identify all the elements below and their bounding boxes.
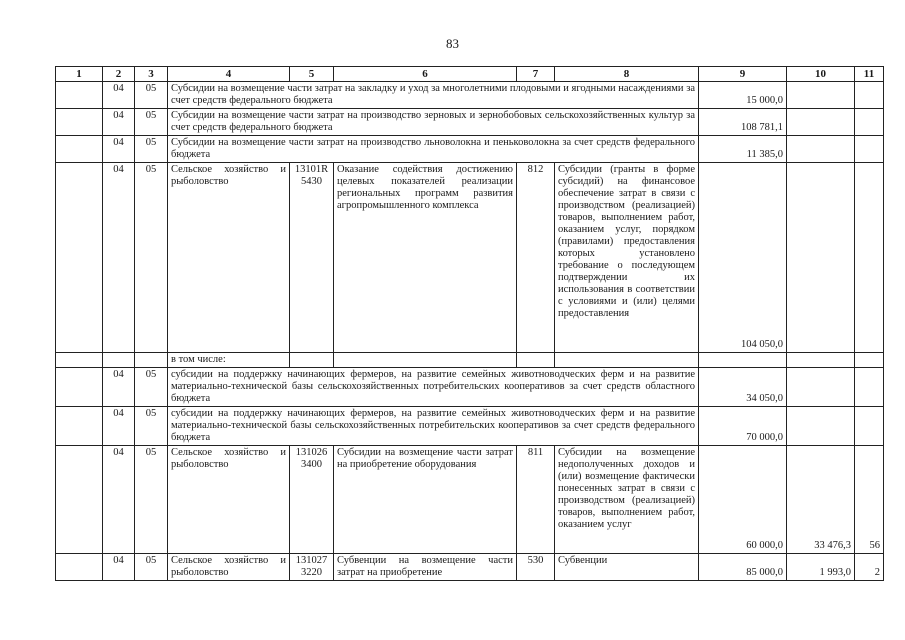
percent-cell: 2 [855, 554, 884, 581]
column-header: 2 [103, 67, 135, 82]
table-row [56, 109, 884, 136]
amount-cell: 85 000,0 [699, 554, 787, 581]
section-name: Сельское хозяйство и рыболовство [168, 554, 290, 581]
target-article-name: Оказание содействия достижению целевых показателей реализации региональных программ развития агропромышленного комплекса [334, 163, 517, 353]
table-row [56, 353, 884, 368]
table-row [56, 554, 884, 581]
subsection-code: 05 [135, 163, 168, 353]
amount-cell: 34 050,0 [699, 368, 787, 407]
column-header: 5 [290, 67, 334, 82]
percent-cell [855, 407, 884, 446]
row-description: Субсидии на возмещение части затрат на закладку и уход за многолетними плодовыми и ягодными насаждениями за счет средств федерального бюджета [168, 82, 699, 109]
percent-cell [855, 368, 884, 407]
row-description: Субсидии на возмещение части затрат на производство зерновых и зернобобовых сельскохозяйственных культур за счет средств федерального бюджета [168, 109, 699, 136]
percent-cell [855, 109, 884, 136]
amount-cell: 60 000,0 [699, 446, 787, 554]
column-header: 9 [699, 67, 787, 82]
expense-type-name: Субсидии (гранты в форме субсидий) на финансовое обеспечение затрат в связи с производством (реализацией) товаров, выполнением работ, оказанием услуг, порядком (правилами) предоставления которых установлено требование о последующем подтверждении их использования в соответствии с условиями и (или) целями предоставления [555, 163, 699, 353]
expense-type-name: Субсидии на возмещение недополученных доходов и (или) возмещение фактически понесенных затрат в связи с производством (реализацией) товаров, выполнением работ, оказанием услуг [555, 446, 699, 554]
row-description: Субсидии на возмещение части затрат на производство льноволокна и пеньковолокна за счет средств федерального бюджета [168, 136, 699, 163]
column-header: 4 [168, 67, 290, 82]
target-article-name: Субвенции на возмещение части затрат на приобретение [334, 554, 517, 581]
subsection-code: 05 [135, 407, 168, 446]
column-header: 3 [135, 67, 168, 82]
including-label: в том числе: [168, 353, 290, 368]
section-name: Сельское хозяйство и рыболовство [168, 163, 290, 353]
expense-type-code: 812 [517, 163, 555, 353]
subsection-code: 05 [135, 82, 168, 109]
header-row [56, 67, 884, 82]
section-code: 04 [103, 407, 135, 446]
section-code: 04 [103, 82, 135, 109]
row-description: субсидии на поддержку начинающих фермеров, на развитие семейных животноводческих ферм и на развитие материально-технической базы сельскохозяйственных потребительских кооперативов за счет средств федерального бюджета [168, 407, 699, 446]
target-article-code: 131027 3220 [290, 554, 334, 581]
amount-cell: 15 000,0 [699, 82, 787, 109]
page-number: 83 [446, 36, 459, 51]
percent-cell: 56 [855, 446, 884, 554]
amount-cell [787, 368, 855, 407]
column-header: 8 [555, 67, 699, 82]
table-row [56, 163, 884, 353]
section-code: 04 [103, 136, 135, 163]
subsection-code: 05 [135, 554, 168, 581]
table-row [56, 136, 884, 163]
section-code: 04 [103, 446, 135, 554]
column-header: 7 [517, 67, 555, 82]
percent-cell [855, 82, 884, 109]
table-row [56, 368, 884, 407]
amount-cell: 11 385,0 [699, 136, 787, 163]
expense-type-name: Субвенции [555, 554, 699, 581]
percent-cell [855, 136, 884, 163]
column-header: 1 [56, 67, 103, 82]
subsection-code: 05 [135, 368, 168, 407]
amount-cell [787, 136, 855, 163]
column-header: 6 [334, 67, 517, 82]
table-row [56, 407, 884, 446]
table-row [56, 446, 884, 554]
amount-cell: 104 050,0 [699, 163, 787, 353]
amount-cell [787, 109, 855, 136]
table-row [56, 82, 884, 109]
subsection-code: 05 [135, 446, 168, 554]
section-code: 04 [103, 163, 135, 353]
section-code: 04 [103, 368, 135, 407]
amount-cell [787, 82, 855, 109]
subsection-code: 05 [135, 109, 168, 136]
amount-cell: 33 476,3 [787, 446, 855, 554]
amount-cell: 1 993,0 [787, 554, 855, 581]
row-description: субсидии на поддержку начинающих фермеров, на развитие семейных животноводческих ферм и на развитие материально-технической базы сельскохозяйственных потребительских кооперативов за счет средств областного бюджета [168, 368, 699, 407]
section-code: 04 [103, 554, 135, 581]
budget-table [55, 66, 884, 581]
target-article-code: 13101R 5430 [290, 163, 334, 353]
target-article-code: 131026 3400 [290, 446, 334, 554]
amount-cell: 108 781,1 [699, 109, 787, 136]
target-article-name: Субсидии на возмещение части затрат на приобретение оборудования [334, 446, 517, 554]
section-code: 04 [103, 109, 135, 136]
column-header: 11 [855, 67, 884, 82]
subsection-code: 05 [135, 136, 168, 163]
amount-cell [787, 407, 855, 446]
expense-type-code: 530 [517, 554, 555, 581]
column-header: 10 [787, 67, 855, 82]
section-name: Сельское хозяйство и рыболовство [168, 446, 290, 554]
amount-cell: 70 000,0 [699, 407, 787, 446]
expense-type-code: 811 [517, 446, 555, 554]
percent-cell [855, 163, 884, 353]
amount-cell [787, 163, 855, 353]
